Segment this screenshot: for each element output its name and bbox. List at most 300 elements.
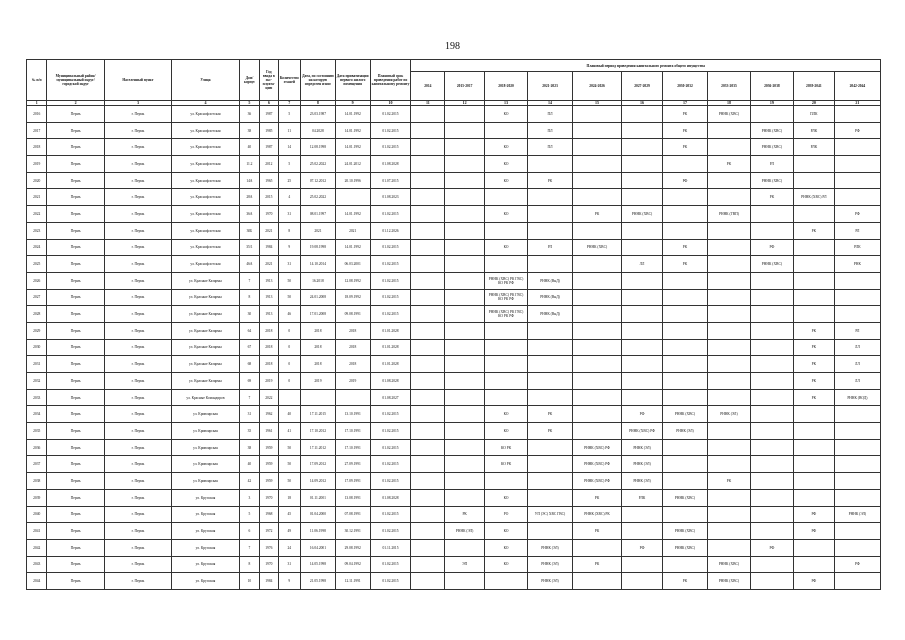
repair-work-cell xyxy=(834,473,880,490)
row-privatization-date: 24.01.2012 xyxy=(335,156,370,173)
table-row xyxy=(27,339,881,356)
repair-work-cell xyxy=(663,156,708,173)
repair-work-cell: РК xyxy=(573,489,622,506)
row-house: 67 xyxy=(239,339,259,356)
row-district: Пермь xyxy=(47,573,104,590)
repair-work-cell xyxy=(445,456,485,473)
repair-work-cell xyxy=(445,189,485,206)
table-row xyxy=(27,573,881,590)
row-year-built: 2021 xyxy=(260,256,278,273)
row-district: Пермь xyxy=(47,506,104,523)
column-number: 2 xyxy=(47,101,104,106)
row-number: 2020 xyxy=(27,172,47,189)
repair-work-cell: РННК (ЭЛ) xyxy=(622,473,663,490)
row-number: 2022 xyxy=(27,206,47,223)
header-street: Улица xyxy=(172,60,239,101)
repair-work-cell xyxy=(622,156,663,173)
row-floors: 49 xyxy=(278,523,300,540)
row-deadline: 01.02.2015 xyxy=(370,439,411,456)
repair-work-cell xyxy=(445,356,485,373)
repair-work-cell: РК xyxy=(528,172,573,189)
repair-work-cell: ЛЛ xyxy=(834,356,880,373)
row-privatization-date: 13.08.1991 xyxy=(335,489,370,506)
row-number: 2039 xyxy=(27,489,47,506)
repair-work-cell xyxy=(411,389,445,406)
repair-work-cell xyxy=(573,423,622,440)
repair-work-cell xyxy=(528,156,573,173)
repair-work-cell xyxy=(707,122,750,139)
repair-work-cell xyxy=(485,573,528,590)
row-street: ул. Крупская xyxy=(172,556,239,573)
row-last-repair-date: 14.10.2014 xyxy=(301,256,336,273)
row-floors: 0 xyxy=(278,356,300,373)
row-number: 2025 xyxy=(27,256,47,273)
repair-work-cell: РК xyxy=(707,473,750,490)
repair-work-cell: РННК (ЭЛ) xyxy=(622,456,663,473)
repair-work-cell: РК xyxy=(750,189,793,206)
repair-work-cell: РК xyxy=(445,506,485,523)
row-district: Пермь xyxy=(47,106,104,123)
repair-work-cell: ПЛ xyxy=(528,139,573,156)
repair-work-cell xyxy=(411,406,445,423)
row-house: 68 xyxy=(239,356,259,373)
repair-work-cell xyxy=(793,206,834,223)
row-floors: 9 xyxy=(278,239,300,256)
row-locality: г. Пермь xyxy=(104,156,171,173)
repair-work-cell xyxy=(750,489,793,506)
repair-work-cell xyxy=(834,439,880,456)
row-locality: г. Пермь xyxy=(104,239,171,256)
repair-work-cell: РННК (ХВС) РК ГВС) КО РК РФ xyxy=(485,289,528,306)
row-street: ул. Краснофлотская xyxy=(172,206,239,223)
repair-work-cell xyxy=(445,172,485,189)
row-locality: г. Пермь xyxy=(104,506,171,523)
row-deadline: 01.02.2015 xyxy=(370,289,411,306)
column-number: 18 xyxy=(707,101,750,106)
capital-repair-table xyxy=(26,59,881,590)
repair-work-cell: РК xyxy=(573,523,622,540)
row-locality: г. Пермь xyxy=(104,339,171,356)
row-number: 2034 xyxy=(27,406,47,423)
row-deadline: 01.02.2015 xyxy=(370,473,411,490)
row-floors: 9 xyxy=(278,573,300,590)
row-last-repair-date xyxy=(301,389,336,406)
repair-work-cell xyxy=(573,573,622,590)
row-number: 2037 xyxy=(27,456,47,473)
repair-work-cell xyxy=(622,506,663,523)
repair-work-cell: РННК (ХВС) xyxy=(707,106,750,123)
row-deadline: 01.02.2015 xyxy=(370,106,411,123)
repair-work-cell xyxy=(528,339,573,356)
row-floors: 0 xyxy=(278,339,300,356)
row-year-built: 1913 xyxy=(260,289,278,306)
repair-work-cell xyxy=(445,272,485,289)
row-privatization-date: 2018 xyxy=(335,322,370,339)
repair-work-cell xyxy=(445,389,485,406)
row-year-built: 1913 xyxy=(260,306,278,323)
table-row xyxy=(27,439,881,456)
row-locality: г. Пермь xyxy=(104,289,171,306)
repair-work-cell: РННК (ХВС) РФ xyxy=(573,439,622,456)
repair-work-cell: РК xyxy=(793,373,834,390)
repair-work-cell: РК xyxy=(663,256,708,273)
repair-work-cell: РФ xyxy=(834,122,880,139)
row-floors: 46 xyxy=(278,306,300,323)
repair-work-cell: РННК (ХВС) РК ГВС) КО РК РФ xyxy=(485,306,528,323)
row-locality: г. Пермь xyxy=(104,356,171,373)
repair-work-cell xyxy=(573,539,622,556)
repair-work-cell xyxy=(411,172,445,189)
repair-work-cell xyxy=(707,306,750,323)
repair-work-cell xyxy=(707,356,750,373)
row-street: ул. Кривоярская xyxy=(172,406,239,423)
row-house: 11.2 xyxy=(239,156,259,173)
row-locality: г. Пермь xyxy=(104,439,171,456)
repair-work-cell xyxy=(622,122,663,139)
row-privatization-date: 30.12.1991 xyxy=(335,523,370,540)
row-floors: 5 xyxy=(278,156,300,173)
repair-work-cell xyxy=(750,289,793,306)
repair-work-cell xyxy=(485,122,528,139)
column-number: 20 xyxy=(793,101,834,106)
row-street: ул. Краснофлотская xyxy=(172,156,239,173)
column-number: 13 xyxy=(485,101,528,106)
repair-work-cell xyxy=(834,172,880,189)
repair-work-cell: РФ xyxy=(750,539,793,556)
repair-work-cell xyxy=(750,456,793,473)
row-district: Пермь xyxy=(47,322,104,339)
repair-work-cell xyxy=(622,389,663,406)
repair-work-cell xyxy=(445,489,485,506)
repair-work-cell: РЛ xyxy=(750,156,793,173)
table-row xyxy=(27,473,881,490)
row-privatization-date: 14.01.1992 xyxy=(335,206,370,223)
table-row xyxy=(27,556,881,573)
repair-work-cell xyxy=(663,222,708,239)
row-year-built: 1970 xyxy=(260,556,278,573)
column-number: 17 xyxy=(663,101,708,106)
repair-work-cell xyxy=(622,189,663,206)
repair-work-cell xyxy=(445,373,485,390)
header-deadline: Плановый срок проведения работ по капитальному ремонту xyxy=(370,60,411,101)
row-deadline: 01.07.2015 xyxy=(370,172,411,189)
repair-work-cell: РННК (ЭЛ) xyxy=(707,406,750,423)
row-year-built: 1970 xyxy=(260,206,278,223)
row-deadline: 01.12.2026 xyxy=(370,222,411,239)
row-house: 7 xyxy=(239,272,259,289)
repair-work-cell xyxy=(445,322,485,339)
row-deadline: 01.02.2015 xyxy=(370,206,411,223)
repair-work-cell xyxy=(834,289,880,306)
row-street: ул. Крупская xyxy=(172,489,239,506)
repair-work-cell: РК xyxy=(573,556,622,573)
repair-work-cell xyxy=(834,272,880,289)
repair-work-cell: РК xyxy=(663,106,708,123)
repair-work-cell xyxy=(445,339,485,356)
repair-work-cell xyxy=(707,222,750,239)
row-locality: г. Пермь xyxy=(104,389,171,406)
table-row xyxy=(27,206,881,223)
row-deadline: 01.02.2015 xyxy=(370,139,411,156)
row-privatization-date: 2018 xyxy=(335,356,370,373)
row-year-built: 1959 xyxy=(260,473,278,490)
repair-work-cell xyxy=(485,256,528,273)
row-locality: г. Пермь xyxy=(104,122,171,139)
row-last-repair-date: 01.11.2001 xyxy=(301,489,336,506)
row-house: 30Б xyxy=(239,222,259,239)
row-deadline: 01.02.2015 xyxy=(370,306,411,323)
repair-work-cell xyxy=(411,239,445,256)
row-number: 2042 xyxy=(27,539,47,556)
row-house: 36А xyxy=(239,206,259,223)
repair-work-cell xyxy=(411,439,445,456)
repair-work-cell xyxy=(445,473,485,490)
row-number: 2040 xyxy=(27,506,47,523)
row-house: 46А xyxy=(239,256,259,273)
row-locality: г. Пермь xyxy=(104,256,171,273)
repair-work-cell xyxy=(750,356,793,373)
repair-work-cell: РК xyxy=(573,206,622,223)
header-district: Муниципальный район/ муниципальный округ/городской округ xyxy=(47,60,104,101)
repair-work-cell xyxy=(411,373,445,390)
row-street: ул. Кривоярская xyxy=(172,473,239,490)
table-row xyxy=(27,139,881,156)
repair-work-cell: РННК (ХВС) РЛ xyxy=(793,189,834,206)
repair-work-cell: КО РК xyxy=(485,439,528,456)
row-house: 7 xyxy=(239,389,259,406)
column-number: 16 xyxy=(622,101,663,106)
row-locality: г. Пермь xyxy=(104,423,171,440)
row-street: ул. Крупская xyxy=(172,506,239,523)
repair-work-cell xyxy=(528,373,573,390)
row-last-repair-date: 24.01.2008 xyxy=(301,289,336,306)
column-number: 10 xyxy=(370,101,411,106)
repair-work-cell: РННК (ВнД) xyxy=(528,306,573,323)
row-number: 2031 xyxy=(27,356,47,373)
row-year-built: 2018 xyxy=(260,322,278,339)
repair-work-cell: РК xyxy=(663,573,708,590)
repair-work-cell xyxy=(445,222,485,239)
repair-work-cell: РФ xyxy=(834,206,880,223)
repair-work-cell xyxy=(528,523,573,540)
page-number: 198 xyxy=(445,41,460,52)
row-district: Пермь xyxy=(47,156,104,173)
header-period: 2039-2041 xyxy=(793,72,834,101)
repair-work-cell xyxy=(793,172,834,189)
row-deadline: 01.02.2015 xyxy=(370,506,411,523)
repair-work-cell xyxy=(834,139,880,156)
row-deadline: 01.08.2028 xyxy=(370,489,411,506)
row-year-built: 2019 xyxy=(260,373,278,390)
row-number: 2030 xyxy=(27,339,47,356)
column-number: 14 xyxy=(528,101,573,106)
row-district: Пермь xyxy=(47,356,104,373)
row-street: ул. Кривоярская xyxy=(172,456,239,473)
repair-work-cell xyxy=(445,206,485,223)
repair-work-cell: РК xyxy=(793,222,834,239)
repair-work-cell xyxy=(793,256,834,273)
row-locality: г. Пермь xyxy=(104,406,171,423)
row-district: Пермь xyxy=(47,373,104,390)
row-district: Пермь xyxy=(47,406,104,423)
row-year-built: 2012 xyxy=(260,156,278,173)
row-district: Пермь xyxy=(47,222,104,239)
repair-work-cell: РННК (ВОД) xyxy=(834,389,880,406)
row-district: Пермь xyxy=(47,456,104,473)
repair-work-cell xyxy=(834,306,880,323)
row-privatization-date: 2018 xyxy=(335,339,370,356)
row-last-repair-date: 14.05.1998 xyxy=(301,556,336,573)
repair-work-cell xyxy=(485,322,528,339)
repair-work-cell xyxy=(622,306,663,323)
row-number: 2018 xyxy=(27,139,47,156)
row-number: 2041 xyxy=(27,523,47,540)
row-last-repair-date: 23.03.1987 xyxy=(301,106,336,123)
header-period-title: Плановый период проведения капитального ремонта общего имущества xyxy=(411,60,881,72)
column-number: 21 xyxy=(834,101,880,106)
row-deadline: 01.02.2015 xyxy=(370,122,411,139)
column-number: 12 xyxy=(445,101,485,106)
row-district: Пермь xyxy=(47,389,104,406)
row-last-repair-date: 01.04.2000 xyxy=(301,506,336,523)
repair-work-cell xyxy=(750,272,793,289)
row-floors: 50 xyxy=(278,473,300,490)
header-period: 2021-2023 xyxy=(528,72,573,101)
row-street: ул. Крупская xyxy=(172,523,239,540)
row-privatization-date: 09.08.1991 xyxy=(335,306,370,323)
repair-work-cell xyxy=(528,356,573,373)
repair-work-cell xyxy=(573,289,622,306)
row-locality: г. Пермь xyxy=(104,473,171,490)
row-street: ул. Краснофлотская xyxy=(172,239,239,256)
row-floors: 4 xyxy=(278,189,300,206)
row-number: 2036 xyxy=(27,439,47,456)
repair-work-cell xyxy=(445,139,485,156)
row-last-repair-date: 17.10.2012 xyxy=(301,423,336,440)
header-period: 2015-2017 xyxy=(445,72,485,101)
repair-work-cell xyxy=(411,473,445,490)
table-row xyxy=(27,156,881,173)
row-house: 42 xyxy=(239,473,259,490)
header-last-repair-date: Дата, по состоянию на которую определен износ xyxy=(301,60,336,101)
repair-work-cell xyxy=(485,373,528,390)
row-year-built: 1985 xyxy=(260,122,278,139)
row-locality: г. Пермь xyxy=(104,106,171,123)
row-privatization-date: 18.09.1992 xyxy=(335,289,370,306)
row-privatization-date: 07.08.1991 xyxy=(335,506,370,523)
row-deadline: 01.11.2015 xyxy=(370,539,411,556)
repair-work-cell: РЛК xyxy=(622,489,663,506)
repair-work-cell xyxy=(411,256,445,273)
repair-work-cell xyxy=(750,473,793,490)
row-year-built: 1976 xyxy=(260,539,278,556)
repair-work-cell xyxy=(793,406,834,423)
repair-work-cell xyxy=(793,306,834,323)
repair-work-cell: КО РК xyxy=(485,456,528,473)
repair-work-cell: КО xyxy=(485,172,528,189)
repair-work-cell: КО xyxy=(485,423,528,440)
repair-work-cell xyxy=(528,389,573,406)
row-year-built: 1959 xyxy=(260,439,278,456)
row-district: Пермь xyxy=(47,473,104,490)
row-street: ул. Краснофлотская xyxy=(172,256,239,273)
repair-work-cell: КО xyxy=(485,139,528,156)
row-floors: 50 xyxy=(278,289,300,306)
repair-work-cell xyxy=(622,373,663,390)
repair-work-cell xyxy=(663,272,708,289)
repair-work-cell xyxy=(445,106,485,123)
row-locality: г. Пермь xyxy=(104,489,171,506)
repair-work-cell: РЛК xyxy=(793,122,834,139)
header-period: 2018-2020 xyxy=(485,72,528,101)
repair-work-cell xyxy=(793,239,834,256)
repair-work-cell: РННК (ХВС) xyxy=(663,539,708,556)
row-deadline: 01.01.2028 xyxy=(370,356,411,373)
row-number: 2017 xyxy=(27,122,47,139)
table-row xyxy=(27,256,881,273)
repair-work-cell: РННК (ЭЛ) xyxy=(834,506,880,523)
repair-work-cell xyxy=(445,256,485,273)
row-street: ул. Крупская xyxy=(172,573,239,590)
row-house: 8 xyxy=(239,289,259,306)
repair-work-cell: РННК (ГВП) xyxy=(707,206,750,223)
repair-work-cell xyxy=(707,189,750,206)
repair-work-cell xyxy=(622,139,663,156)
row-floors: 31 xyxy=(278,206,300,223)
repair-work-cell xyxy=(834,539,880,556)
repair-work-cell xyxy=(411,506,445,523)
row-locality: г. Пермь xyxy=(104,523,171,540)
repair-work-cell xyxy=(573,156,622,173)
row-privatization-date: 2019 xyxy=(335,373,370,390)
row-district: Пермь xyxy=(47,256,104,273)
row-house: 30 xyxy=(239,306,259,323)
repair-work-cell xyxy=(663,556,708,573)
repair-work-cell: ЭП xyxy=(445,556,485,573)
repair-work-cell xyxy=(750,389,793,406)
row-deadline: 01.02.2015 xyxy=(370,406,411,423)
row-street: ул. Краснофлотская xyxy=(172,172,239,189)
repair-work-cell xyxy=(411,272,445,289)
row-last-repair-date: 25.02.2022 xyxy=(301,156,336,173)
row-house: 31 xyxy=(239,406,259,423)
table-row xyxy=(27,122,881,139)
row-floors xyxy=(278,389,300,406)
row-last-repair-date: 25.02.2022 xyxy=(301,189,336,206)
repair-work-cell xyxy=(707,439,750,456)
repair-work-cell xyxy=(663,456,708,473)
repair-work-cell: РК xyxy=(663,122,708,139)
row-floors: 24 xyxy=(278,539,300,556)
row-floors: 18 xyxy=(278,489,300,506)
repair-work-cell: РННК (ХВС) xyxy=(707,556,750,573)
table-row xyxy=(27,189,881,206)
row-privatization-date: 17.10.1991 xyxy=(335,439,370,456)
row-house: 28А xyxy=(239,189,259,206)
repair-work-cell xyxy=(622,272,663,289)
row-street: ул. Краснофлотская xyxy=(172,189,239,206)
repair-work-cell xyxy=(445,239,485,256)
row-house: 36 xyxy=(239,106,259,123)
repair-work-cell xyxy=(707,256,750,273)
header-no: № п/п xyxy=(27,60,47,101)
row-privatization-date: 20.10.1996 xyxy=(335,172,370,189)
repair-work-cell xyxy=(445,539,485,556)
repair-work-cell: РННК (ЭЛ) xyxy=(663,423,708,440)
row-last-repair-date: 08.01.1997 xyxy=(301,206,336,223)
row-deadline: 01.02.2015 xyxy=(370,239,411,256)
row-privatization-date: 2021 xyxy=(335,222,370,239)
